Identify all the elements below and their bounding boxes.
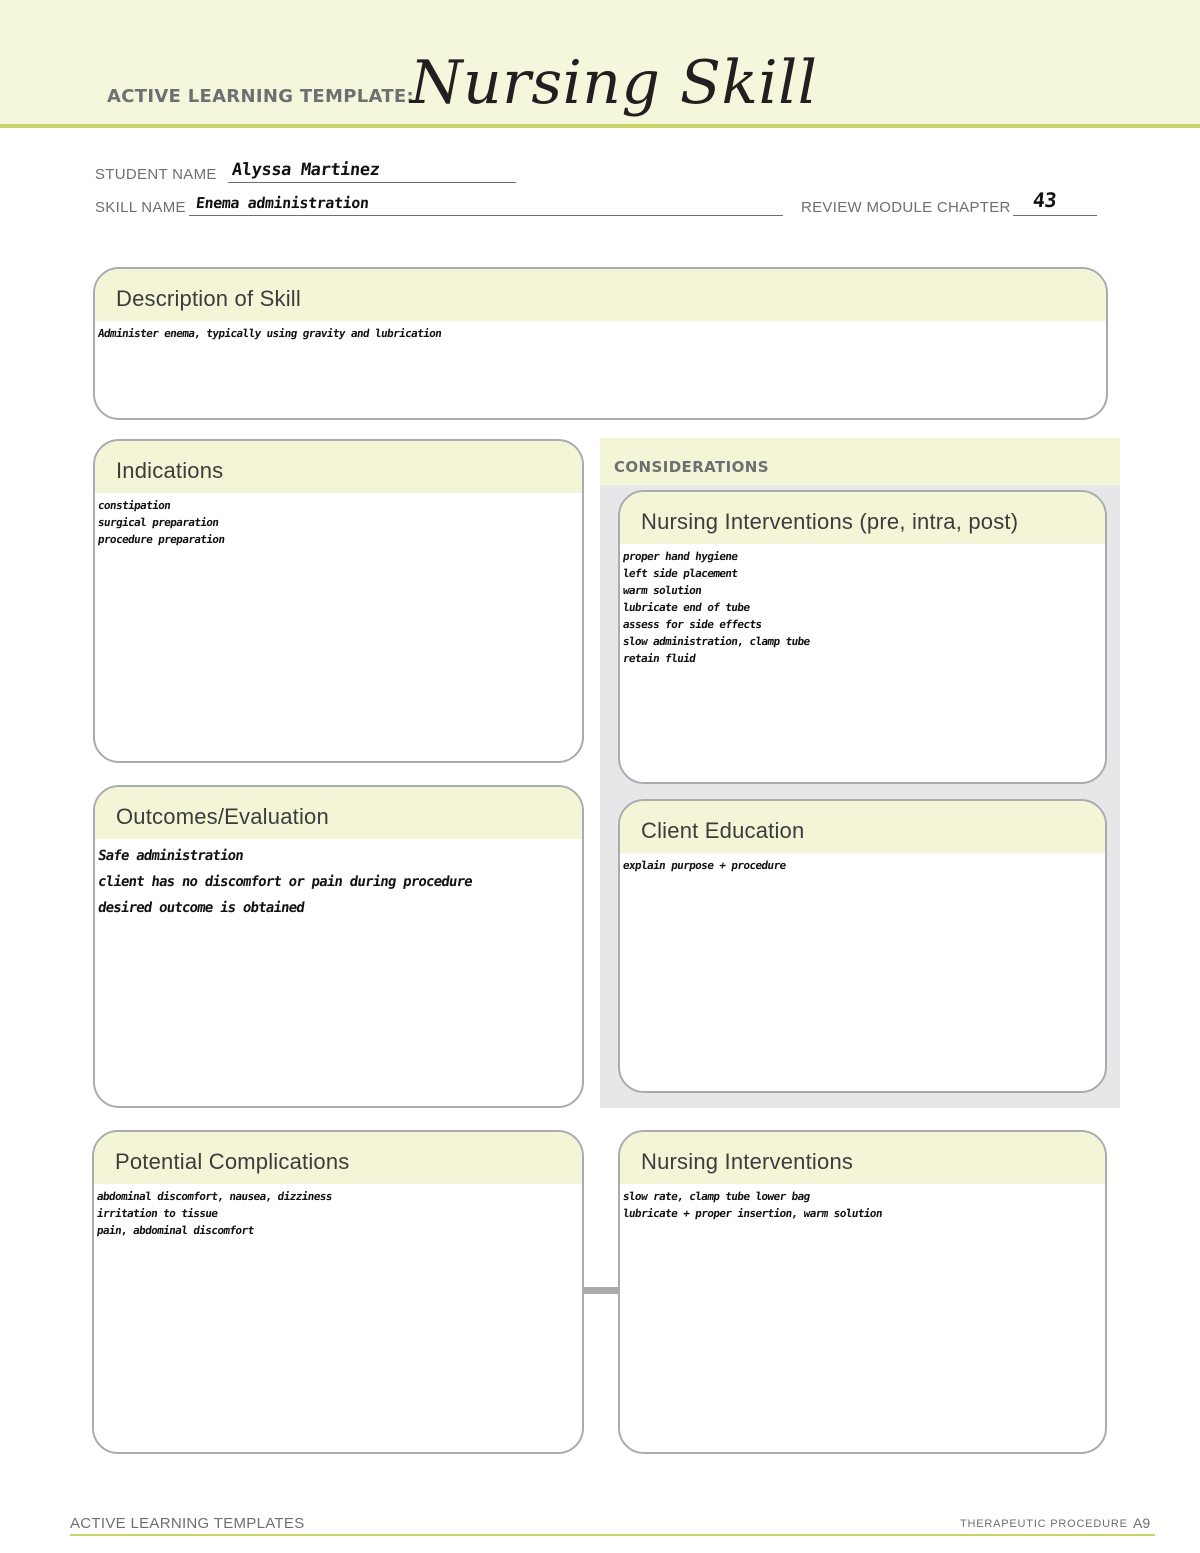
list-item: slow rate, clamp tube lower bag <box>622 1190 811 1203</box>
list-item: warm solution <box>622 584 703 597</box>
list-item: lubricate end of tube <box>622 601 751 614</box>
nursing-interventions-title: Nursing Interventions <box>620 1132 1105 1184</box>
indications-body[interactable] <box>95 493 582 548</box>
nursing-interventions-pip-title: Nursing Interventions (pre, intra, post) <box>620 492 1105 544</box>
list-item: abdominal discomfort, nausea, dizziness <box>96 1190 333 1203</box>
page-number: A9 <box>1133 1515 1151 1531</box>
list-item: explain purpose + procedure <box>622 859 787 872</box>
indications-box <box>93 439 584 763</box>
client-education-body[interactable] <box>620 853 1105 874</box>
list-item: lubricate + proper insertion, warm solution <box>622 1207 883 1220</box>
outcomes-box <box>93 785 584 1108</box>
list-item: assess for side effects <box>622 618 763 631</box>
description-title: Description of Skill <box>95 269 1106 321</box>
outcomes-title: Outcomes/Evaluation <box>95 787 582 839</box>
student-name-value[interactable]: Alyssa Martinez <box>230 160 381 180</box>
indications-title: Indications <box>95 441 582 493</box>
complications-box <box>92 1130 584 1454</box>
list-item: procedure preparation <box>97 533 226 546</box>
student-name-line <box>228 182 516 183</box>
list-item: pain, abdominal discomfort <box>96 1224 255 1237</box>
box-connector <box>583 1287 620 1294</box>
review-module-label: REVIEW MODULE CHAPTER <box>801 199 1011 216</box>
footer-rule <box>70 1534 1155 1536</box>
list-item: left side placement <box>622 567 739 580</box>
student-name-label: STUDENT NAME <box>95 166 217 183</box>
review-module-value[interactable]: 43 <box>1031 188 1058 212</box>
nursing-interventions-body[interactable] <box>620 1184 1105 1222</box>
nursing-interventions-box <box>618 1130 1107 1454</box>
footer-right: THERAPEUTIC PROCEDURE <box>960 1518 1128 1530</box>
nursing-interventions-pip-body[interactable] <box>620 544 1105 667</box>
page-title: Nursing Skill <box>410 48 818 118</box>
outcomes-body[interactable] <box>95 839 582 921</box>
list-item: constipation <box>97 499 172 512</box>
list-item: desired outcome is obtained <box>96 900 306 916</box>
list-item: retain fluid <box>622 652 697 665</box>
client-education-title: Client Education <box>620 801 1105 853</box>
description-body[interactable] <box>95 321 1106 342</box>
review-module-line <box>1013 215 1097 216</box>
considerations-label: CONSIDERATIONS <box>614 458 769 476</box>
list-item: Safe administration <box>96 848 245 864</box>
template-label: ACTIVE LEARNING TEMPLATE: <box>107 86 414 107</box>
description-box <box>93 267 1108 420</box>
complications-body[interactable] <box>94 1184 582 1239</box>
skill-name-value[interactable]: Enema administration <box>195 194 370 212</box>
skill-name-label: SKILL NAME <box>95 199 186 216</box>
list-item: surgical preparation <box>97 516 220 529</box>
footer-left: ACTIVE LEARNING TEMPLATES <box>70 1515 305 1532</box>
complications-title: Potential Complications <box>94 1132 582 1184</box>
list-item: proper hand hygiene <box>622 550 739 563</box>
list-item: client has no discomfort or pain during procedure <box>96 874 473 890</box>
list-item: slow administration, clamp tube <box>622 635 811 648</box>
list-item: irritation to tissue <box>96 1207 219 1220</box>
description-line: Administer enema, typically using gravity and lubrication <box>97 327 443 340</box>
nursing-interventions-pip-box <box>618 490 1107 784</box>
client-education-box <box>618 799 1107 1093</box>
skill-name-line <box>189 215 783 216</box>
